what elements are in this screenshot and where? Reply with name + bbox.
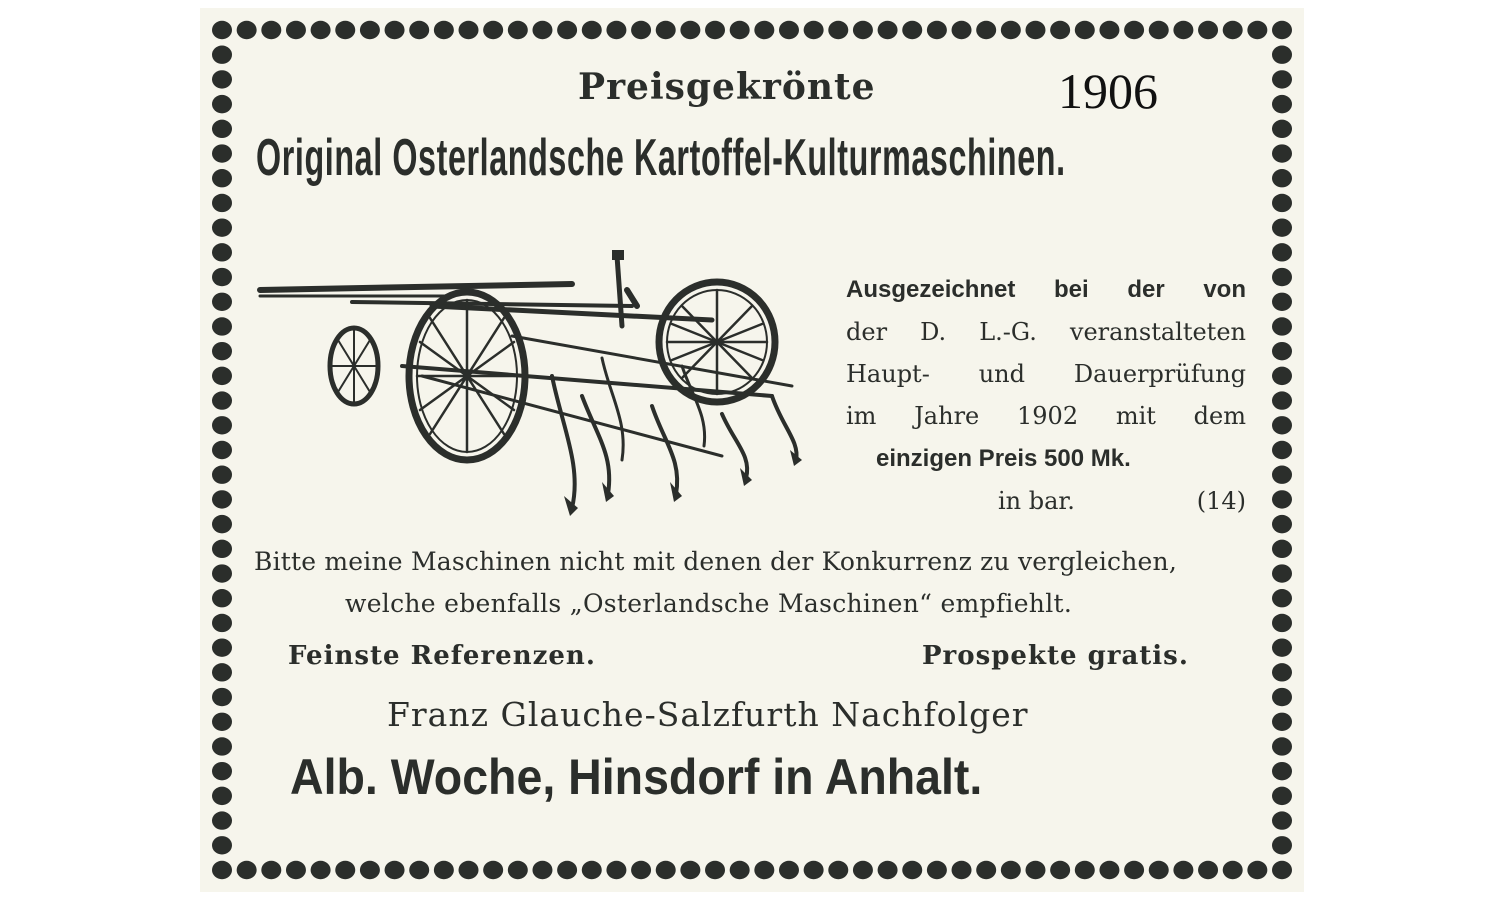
- border-dot: [434, 21, 454, 39]
- border-dot: [1272, 218, 1292, 236]
- border-dot: [1149, 861, 1169, 879]
- border-dot: [212, 811, 232, 829]
- border-dot: [1272, 95, 1292, 113]
- border-dot: [976, 861, 996, 879]
- border-dot: [212, 836, 232, 854]
- border-dot: [902, 21, 922, 39]
- body-line-1: Bitte meine Maschinen nicht mit denen der Konkurrenz zu vergleichen,: [254, 547, 1177, 576]
- border-dot: [557, 21, 577, 39]
- border-dot: [1124, 861, 1144, 879]
- border-dot: [1272, 713, 1292, 731]
- border-dot: [952, 21, 972, 39]
- border-dot: [212, 589, 232, 607]
- border-dot: [754, 21, 774, 39]
- border-dot: [286, 861, 306, 879]
- award-line-4: im Jahre 1902 mit dem: [846, 402, 1246, 430]
- border-dot: [1223, 861, 1243, 879]
- border-dot: [1001, 21, 1021, 39]
- border-dot: [508, 861, 528, 879]
- border-dot: [680, 861, 700, 879]
- border-dot: [1272, 342, 1292, 360]
- border-dot: [1025, 21, 1045, 39]
- border-dot: [1075, 21, 1095, 39]
- border-dot: [1223, 21, 1243, 39]
- border-dot: [1272, 391, 1292, 409]
- award-line-5: einzigen Preis 500 Mk.: [876, 445, 1131, 472]
- successor-line: Franz Glauche-Salzfurth Nachfolger: [387, 695, 1029, 734]
- border-dot: [212, 194, 232, 212]
- border-dot: [1272, 589, 1292, 607]
- border-dot: [212, 638, 232, 656]
- border-dot: [1272, 120, 1292, 138]
- border-dot: [1272, 194, 1292, 212]
- border-dot: [754, 861, 774, 879]
- border-dot: [927, 861, 947, 879]
- border-dot: [237, 861, 257, 879]
- award-line-2: der D. L.-G. veranstalteten: [846, 318, 1246, 346]
- border-dot: [212, 564, 232, 582]
- border-dot: [1272, 70, 1292, 88]
- border-dot: [261, 861, 281, 879]
- border-dot: [508, 21, 528, 39]
- border-dot: [212, 391, 232, 409]
- border-dot: [212, 169, 232, 187]
- border-dot: [1173, 21, 1193, 39]
- border-dot: [878, 861, 898, 879]
- border-dot: [631, 861, 651, 879]
- border-dot: [1272, 688, 1292, 706]
- border-dot: [1272, 317, 1292, 335]
- border-dot: [335, 861, 355, 879]
- border-dot: [853, 21, 873, 39]
- border-dot: [1050, 21, 1070, 39]
- border-dot: [212, 144, 232, 162]
- border-dot: [1272, 466, 1292, 484]
- border-dot: [1272, 169, 1292, 187]
- border-dot: [828, 21, 848, 39]
- border-dot: [1198, 21, 1218, 39]
- border-dot: [261, 21, 281, 39]
- border-dot: [1272, 836, 1292, 854]
- border-dot: [1198, 861, 1218, 879]
- border-dot: [1272, 638, 1292, 656]
- border-dot: [631, 21, 651, 39]
- border-dot: [606, 21, 626, 39]
- border-dot: [1272, 144, 1292, 162]
- border-dot: [1124, 21, 1144, 39]
- border-dot: [212, 466, 232, 484]
- border-dot: [385, 861, 405, 879]
- border-dot: [1272, 490, 1292, 508]
- border-dot: [976, 21, 996, 39]
- border-dot: [804, 21, 824, 39]
- border-dot: [1272, 293, 1292, 311]
- border-dot: [237, 21, 257, 39]
- border-dot: [212, 614, 232, 632]
- border-dot: [730, 21, 750, 39]
- border-dot: [483, 21, 503, 39]
- border-dot: [1025, 861, 1045, 879]
- border-dot: [212, 737, 232, 755]
- border-dot: [409, 861, 429, 879]
- border-dot: [212, 342, 232, 360]
- border-dot: [335, 21, 355, 39]
- border-dot: [212, 540, 232, 558]
- border-dot: [212, 95, 232, 113]
- border-dot: [212, 441, 232, 459]
- border-dot: [532, 861, 552, 879]
- body-line-2: welche ebenfalls „Osterlandsche Maschinen“ empfiehlt.: [345, 589, 1073, 618]
- border-dot: [360, 861, 380, 879]
- border-dot: [212, 490, 232, 508]
- border-dot: [1247, 21, 1267, 39]
- border-dot: [582, 21, 602, 39]
- border-dot: [434, 861, 454, 879]
- border-dot: [1272, 46, 1292, 64]
- award-line-6-left: in bar.: [998, 487, 1075, 515]
- border-dot: [828, 861, 848, 879]
- border-dot: [1272, 811, 1292, 829]
- border-dot: [1272, 21, 1292, 39]
- border-dot: [212, 861, 232, 879]
- border-dot: [1272, 441, 1292, 459]
- border-dot: [212, 367, 232, 385]
- border-dot: [656, 21, 676, 39]
- border-dot: [212, 515, 232, 533]
- border-dot: [1272, 663, 1292, 681]
- border-dot: [927, 21, 947, 39]
- border-dot: [212, 713, 232, 731]
- border-dot: [779, 861, 799, 879]
- border-dot: [878, 21, 898, 39]
- ad-kicker: Preisgekrönte: [578, 66, 876, 108]
- prospectus-text: Prospekte gratis.: [922, 641, 1189, 671]
- border-dot: [212, 416, 232, 434]
- border-dot: [286, 21, 306, 39]
- border-dot: [483, 861, 503, 879]
- border-dot: [212, 293, 232, 311]
- border-dot: [705, 21, 725, 39]
- border-dot: [1247, 861, 1267, 879]
- border-dot: [557, 861, 577, 879]
- border-dot: [1149, 21, 1169, 39]
- border-dot: [1075, 861, 1095, 879]
- border-dot: [212, 218, 232, 236]
- border-dot: [853, 861, 873, 879]
- border-dot: [360, 21, 380, 39]
- border-dot: [952, 861, 972, 879]
- border-dot: [212, 46, 232, 64]
- border-dot: [1050, 861, 1070, 879]
- border-dot: [680, 21, 700, 39]
- border-dot: [1272, 737, 1292, 755]
- border-dot: [1272, 268, 1292, 286]
- award-line-1: Ausgezeichnet bei der von: [846, 276, 1246, 303]
- company-name: Alb. Woche, Hinsdorf in Anhalt.: [290, 749, 983, 805]
- border-dot: [459, 21, 479, 39]
- references-text: Feinste Referenzen.: [288, 641, 596, 671]
- border-dot: [212, 268, 232, 286]
- border-dot: [532, 21, 552, 39]
- border-dot: [1272, 614, 1292, 632]
- border-dot: [409, 21, 429, 39]
- border-dot: [212, 243, 232, 261]
- border-dot: [212, 21, 232, 39]
- border-dot: [459, 861, 479, 879]
- border-dot: [1272, 762, 1292, 780]
- border-dot: [1099, 861, 1119, 879]
- border-dot: [1272, 515, 1292, 533]
- border-dot: [804, 861, 824, 879]
- border-dot: [1272, 243, 1292, 261]
- border-dot: [311, 861, 331, 879]
- border-dot: [582, 861, 602, 879]
- border-dot: [212, 688, 232, 706]
- border-dot: [1272, 564, 1292, 582]
- border-dot: [1099, 21, 1119, 39]
- border-dot: [212, 762, 232, 780]
- border-dot: [1272, 540, 1292, 558]
- border-dot: [1001, 861, 1021, 879]
- border-dot: [656, 861, 676, 879]
- ad-reference-number: (14): [1196, 487, 1246, 515]
- border-dot: [705, 861, 725, 879]
- border-dot: [212, 317, 232, 335]
- border-dot: [212, 70, 232, 88]
- border-dot: [1272, 861, 1292, 879]
- border-dot: [902, 861, 922, 879]
- award-line-3: Haupt- und Dauerprüfung: [846, 360, 1246, 388]
- border-dot: [779, 21, 799, 39]
- year-annotation: 1906: [1058, 63, 1158, 119]
- potato-cultivator-illustration: [252, 246, 812, 526]
- border-dot: [1272, 367, 1292, 385]
- award-text: [846, 268, 1246, 522]
- border-dot: [311, 21, 331, 39]
- border-dot: [385, 21, 405, 39]
- border-dot: [1272, 787, 1292, 805]
- border-dot: [606, 861, 626, 879]
- border-dot: [212, 120, 232, 138]
- border-dot: [730, 861, 750, 879]
- border-dot: [1173, 861, 1193, 879]
- border-dot: [212, 663, 232, 681]
- border-dot: [212, 787, 232, 805]
- ad-headline: Original Osterlandsche Kartoffel-Kulturmaschinen.: [256, 129, 1066, 187]
- border-dot: [1272, 416, 1292, 434]
